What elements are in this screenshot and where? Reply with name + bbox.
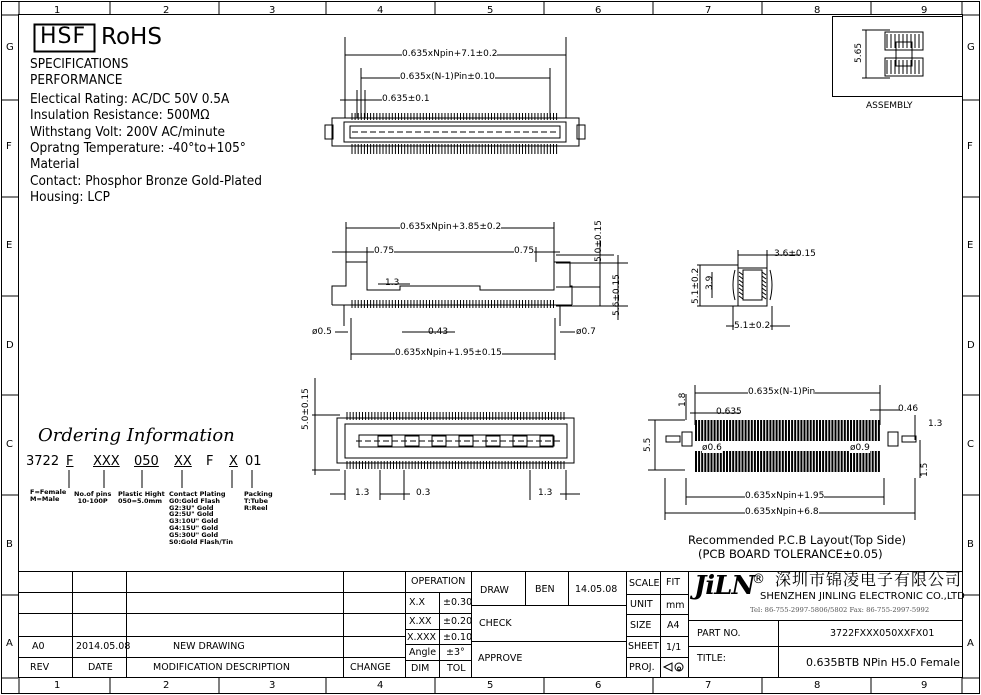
grid-row-label: A: [6, 638, 13, 649]
spec-line: Insulation Resistance: 500MΩ: [30, 107, 210, 123]
grid-row-label: A: [967, 638, 974, 649]
dim-side-043: 0.43: [428, 327, 449, 337]
rev-description: NEW DRAWING: [173, 641, 245, 652]
dim-end-36: 3.6±0.15: [774, 249, 816, 259]
spec-line: Withstang Volt: 200V AC/minute: [30, 124, 225, 140]
dim-pcb-13: 1.3: [928, 419, 943, 429]
rev-date: 2014.05.08: [76, 641, 131, 652]
dim-side-075-left: 0.75: [374, 246, 395, 256]
company-contact: Tel: 86-755-2997-5806/5802 Fax: 86-755-2997-5992: [750, 606, 930, 614]
grid-col-label: 8: [814, 680, 821, 691]
assembly-label: ASSEMBLY: [866, 101, 913, 111]
grid-col-label: 5: [487, 5, 494, 16]
tol-dim: Angle: [409, 647, 437, 658]
approve-label: APPROVE: [478, 653, 523, 664]
dim-end-39: 3.9: [705, 275, 715, 290]
code-pins: XXX: [93, 454, 120, 469]
grid-col-label: 4: [377, 5, 384, 16]
tol-dim: DIM: [411, 663, 430, 674]
tol-val: ±0.30: [443, 597, 473, 608]
dim-bot-13r: 1.3: [538, 488, 553, 498]
ordering-height-desc: Plastic Hight 050=5.0mm: [118, 490, 165, 505]
grid-row-label: D: [967, 340, 975, 351]
size-label: SIZE: [630, 620, 652, 631]
grid-row-label: B: [967, 539, 974, 550]
dim-top-n1: 0.635x(N-1)Pin±0.10: [400, 72, 495, 82]
dim-side-13: 1.3: [385, 278, 400, 288]
company-name-en: SHENZHEN JINLING ELECTRONIC CO.,LTD: [760, 591, 965, 602]
draw-label: DRAW: [480, 585, 509, 596]
sheet-value: 1/1: [666, 642, 682, 653]
part-no-value: 3722FXXX050XXFX01: [830, 628, 935, 639]
grid-col-label: 7: [705, 680, 712, 691]
dim-pcb-18: 1.8: [678, 392, 688, 407]
title-value: 0.635BTB NPin H5.0 Female: [806, 656, 960, 669]
grid-col-label: 9: [921, 5, 928, 16]
dim-end-51w: 5.1±0.2: [734, 321, 771, 331]
tol-dim: X.X: [409, 597, 426, 608]
dim-pcb-15: 1.5: [920, 462, 930, 477]
grid-row-label: F: [6, 141, 12, 152]
tol-val: TOL: [447, 663, 466, 674]
date-header: DATE: [88, 662, 113, 673]
pcb-note: Recommended P.C.B Layout(Top Side): [688, 533, 907, 547]
grid-col-label: 3: [269, 680, 276, 691]
spec-heading: SPECIFICATIONS: [30, 56, 129, 72]
ordering-leaders: [20, 470, 280, 490]
dim-side-d05: ø0.5: [312, 327, 332, 337]
pcb-tolerance-note: (PCB BOARD TOLERANCE±0.05): [698, 547, 883, 561]
part-no-label: PART NO.: [697, 628, 741, 639]
modification-header: MODIFICATION DESCRIPTION: [153, 662, 290, 673]
grid-col-label: 2: [163, 680, 170, 691]
grid-col-label: 6: [595, 680, 602, 691]
dim-top-overall: 0.635xNpin+7.1±0.2: [402, 49, 498, 59]
draw-date: 14.05.08: [575, 584, 618, 595]
dim-side-h56: 5.6±0.15: [612, 274, 622, 316]
change-header: CHANGE: [350, 662, 391, 673]
dim-side-bottom: 0.635xNpin+1.95±0.15: [395, 348, 502, 358]
code-female: F: [206, 454, 214, 469]
dim-end-51h: 5.1±0.2: [691, 267, 701, 304]
code-series: 3722: [26, 454, 60, 469]
grid-row-label: F: [967, 141, 973, 152]
dim-pcb-d06: ø0.6: [702, 443, 722, 453]
dim-pcb-w195: 0.635xNpin+1.95: [745, 491, 825, 501]
grid-row-label: E: [967, 240, 974, 251]
drawer-name: BEN: [535, 584, 555, 595]
rohs-label: RoHS: [101, 24, 162, 50]
spec-line: Electical Rating: AC/DC 50V 0.5A: [30, 91, 230, 107]
grid-col-label: 3: [269, 5, 276, 16]
bottom-view: [312, 378, 580, 500]
perf-heading: PERFORMANCE: [30, 72, 123, 88]
grid-col-label: 5: [487, 680, 494, 691]
grid-row-label: C: [967, 439, 974, 450]
tol-val: ±0.20: [443, 616, 473, 627]
grid-row-label: E: [6, 240, 13, 251]
dim-side-h50: 5.0±0.15: [594, 220, 604, 262]
ordering-title: Ordering Information: [38, 425, 235, 446]
scale-label: SCALE: [629, 578, 660, 589]
ordering-gender-desc: F=Female M=Male: [30, 488, 67, 503]
company-name-cn: 深圳市锦凌电子有限公司: [775, 570, 963, 589]
tol-val: ±0.10: [443, 632, 473, 643]
dim-pcb-046: 0.46: [898, 404, 919, 414]
grid-col-label: 6: [595, 5, 602, 16]
grid-row-label: B: [6, 539, 13, 550]
code-height: 050: [134, 454, 159, 469]
side-view: [332, 222, 628, 360]
grid-col-label: 1: [54, 5, 61, 16]
grid-col-label: 7: [705, 5, 712, 16]
registered-icon: ®: [752, 572, 765, 587]
dim-pcb-n1: 0.635x(N-1)Pin: [748, 387, 816, 397]
code-plating: XX: [174, 454, 192, 469]
rev-header: REV: [30, 662, 50, 673]
tol-val: ±3°: [446, 647, 465, 658]
dim-pcb-w68: 0.635xNpin+6.8: [745, 507, 819, 517]
dim-top-pitch: 0.635±0.1: [382, 94, 430, 104]
code-gender: F: [66, 454, 74, 469]
dim-bot-13l: 1.3: [355, 488, 370, 498]
scale-value: FIT: [666, 577, 681, 588]
dim-side-075-right: 0.75: [514, 246, 535, 256]
dim-side-overall: 0.635xNpin+3.85±0.2: [400, 222, 502, 232]
assembly-view: [833, 17, 963, 97]
dim-pcb-d09: ø0.9: [850, 443, 870, 453]
grid-col-label: 4: [377, 680, 384, 691]
code-packing: X: [229, 454, 238, 469]
rev-value: A0: [32, 641, 45, 652]
grid-row-label: D: [6, 340, 14, 351]
spec-line: Housing: LCP: [30, 189, 110, 205]
spec-line: Contact: Phosphor Bronze Gold-Plated: [30, 173, 262, 189]
code-suffix: 01: [245, 454, 262, 469]
spec-line: Opratng Temperature: -40°to+105°: [30, 140, 246, 156]
grid-col-label: 8: [814, 5, 821, 16]
unit-label: UNIT: [630, 599, 653, 610]
projection-symbol: [664, 663, 683, 671]
company-logo: JiLN: [694, 571, 755, 601]
size-value: A4: [667, 620, 680, 631]
dim-pcb-55: 5.5: [643, 437, 653, 452]
dim-side-d07: ø0.7: [576, 327, 596, 337]
title-label: TITLE:: [697, 653, 726, 664]
check-label: CHECK: [479, 618, 512, 629]
grid-row-label: C: [6, 439, 13, 450]
grid-row-label: G: [967, 42, 975, 53]
grid-col-label: 1: [54, 680, 61, 691]
dim-pcb-0635: 0.635: [716, 407, 742, 417]
ordering-pins-desc: No.of pins 10-100P: [74, 490, 112, 505]
tol-dim: X.XXX: [407, 632, 437, 643]
sheet-label: SHEET: [628, 641, 659, 652]
dim-bot-03: 0.3: [416, 488, 431, 498]
proj-label: PROJ.: [629, 662, 655, 673]
ordering-packing-desc: Packing T:Tube R:Reel: [244, 490, 273, 512]
dim-bot-h50: 5.0±0.15: [301, 388, 311, 430]
unit-value: mm: [666, 600, 685, 611]
end-view: [697, 250, 800, 330]
spec-line: Material: [30, 156, 80, 172]
tol-dim: X.XX: [409, 616, 432, 627]
ordering-plating-desc: Contact Plating G0:Gold Flash G2:3U" Gold G2:5U" Gold G3:10U" Gold G4:15U" Gold G5:30U" Gold S0:Gold Flash/Tin: [169, 490, 233, 546]
grid-row-label: G: [6, 42, 14, 53]
hsf-label: HSF: [40, 24, 87, 49]
grid-col-label: 9: [921, 680, 928, 691]
tol-header: OPERATION: [411, 576, 466, 587]
grid-col-label: 2: [163, 5, 170, 16]
dim-assembly-h: 5.65: [854, 42, 864, 63]
